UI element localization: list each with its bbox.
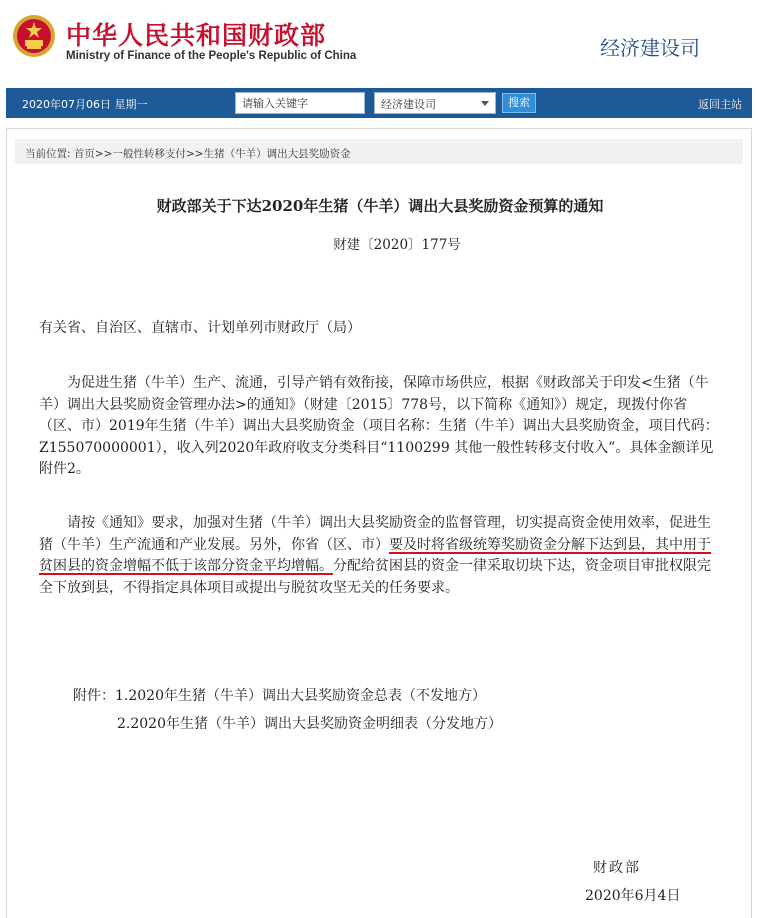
department-name: 经济建设司 xyxy=(600,36,700,60)
paragraph-2-text-b: 分配给贫困县的资金一律采取切块下达，资金项目审批权限完全下放到县，不得指定具体项目或提出与脱贫攻坚无关的任务要求。 xyxy=(39,558,711,596)
signer: 财政部 xyxy=(593,860,641,876)
site-title[interactable]: 中华人民共和国财政部 xyxy=(66,21,327,50)
current-date: 2020年07月06日 星期一 xyxy=(22,98,148,111)
paragraph-1-text: 为促进生猪（牛羊）生产、流通，引导产销有效衔接，保障市场供应，根据《财政部关于印发<生猪（牛羊）调出大县奖励资金管理办法>的通知》（财建〔2015〕778号，以下简称《通知》）规定，现拨付你省（区、市）2019年生猪（牛羊）调出大县奖励资金（项目名称：生猪（牛羊）调出大县奖励资金，项目代码：Z155070000001），收入列2020年政府收支分类科目“1100299 其他一般性转移支付收入”。具体金额详见附件2。 xyxy=(39,375,719,477)
paragraph-1 xyxy=(39,373,723,481)
document-title: 财政部关于下达2020年生猪（牛羊）调出大县奖励资金预算的通知 xyxy=(156,197,604,215)
breadcrumb-bar xyxy=(15,139,743,164)
attachment-1-link[interactable]: 附件：1.2020年生猪（牛羊）调出大县奖励资金总表（不发地方） xyxy=(73,688,486,704)
attachment-2-link[interactable]: 2.2020年生猪（牛羊）调出大县奖励资金明细表（分发地方） xyxy=(117,716,502,732)
search-button[interactable]: 搜索 xyxy=(502,93,536,113)
article-content xyxy=(6,128,752,918)
site-header xyxy=(0,0,758,82)
search-input[interactable] xyxy=(235,92,365,114)
chevron-down-icon xyxy=(481,101,489,106)
paragraph-2-text-a: 请按《通知》要求，加强对生猪（牛羊）调出大县奖励资金的监督管理，切实提高资金使用效率，促进生猪（牛羊）生产流通和产业发展。另外，你省（区、市） xyxy=(39,515,711,553)
department-select-value: 经济建设司 xyxy=(381,98,436,111)
site-title-english: Ministry of Finance of the People's Republic of China xyxy=(66,50,357,62)
sign-date: 2020年6月4日 xyxy=(585,888,681,904)
nav-bar xyxy=(6,88,752,118)
document-number: 财建〔2020〕177号 xyxy=(333,237,461,253)
addressee: 有关省、自治区、直辖市、计划单列市财政厅（局） xyxy=(39,320,361,336)
return-home-link[interactable]: 返回主站 xyxy=(698,98,742,111)
paragraph-2 xyxy=(39,513,723,599)
paragraph-2-underlined-text: 要及时将省级统筹奖励资金分解下达到县，其中用于贫困县的资金增幅不低于该部分资金平均增幅。 xyxy=(39,536,711,574)
breadcrumb[interactable]: 当前位置: 首页>>一般性转移支付>>生猪（牛羊）调出大县奖励资金 xyxy=(25,148,351,160)
department-select[interactable] xyxy=(374,92,496,114)
national-emblem-icon xyxy=(12,14,56,58)
